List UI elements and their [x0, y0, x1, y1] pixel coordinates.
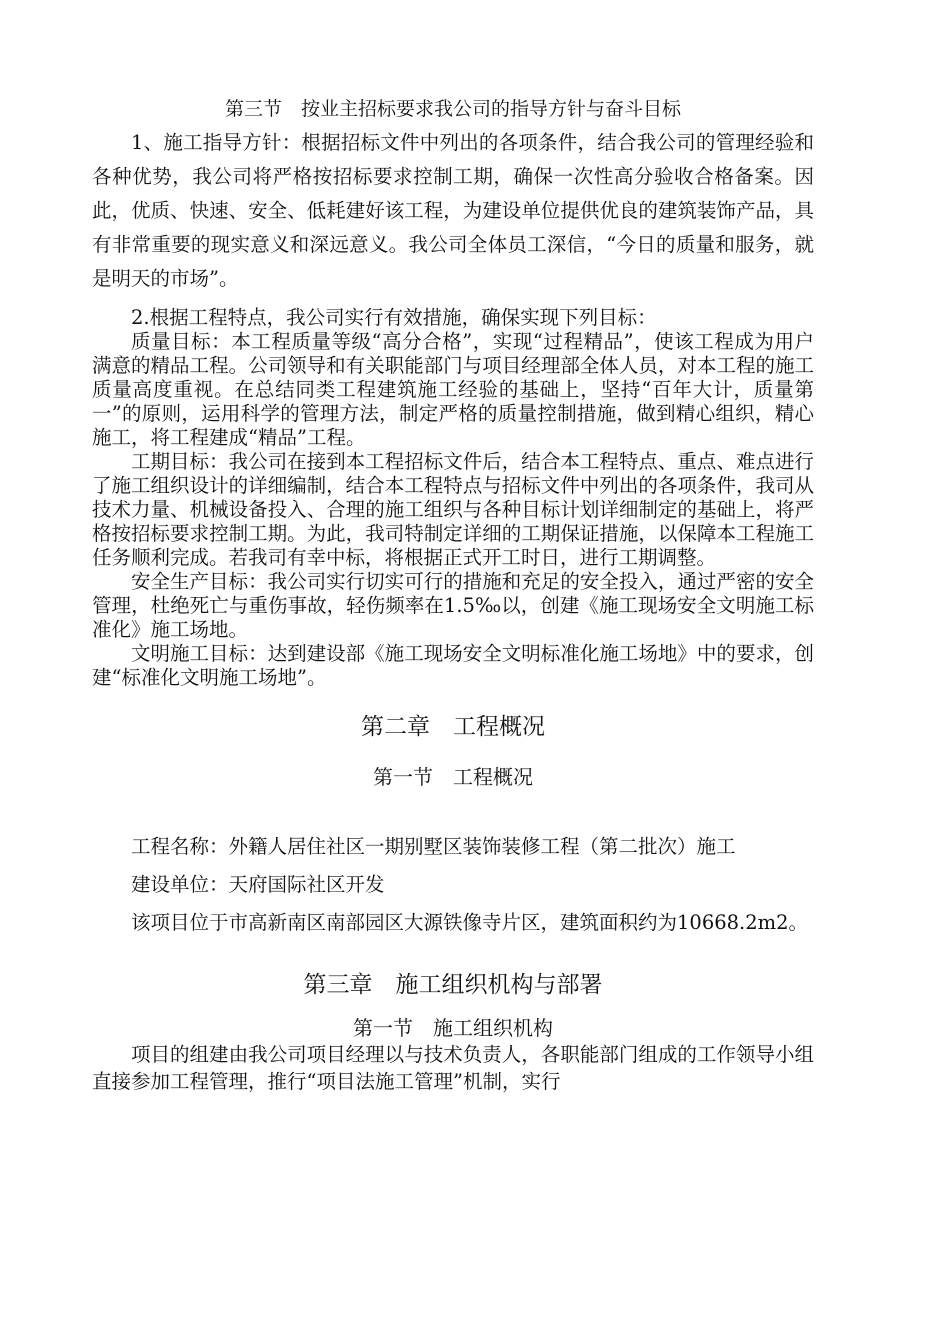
- goals-block: [92, 306, 814, 690]
- schedule-goal-paragraph: 工期目标：我公司在接到本工程招标文件后，结合本工程特点、重点、难点进行了施工组织设计的详细编制，结合本工程特点与招标文件中列出的各项条件，我司从技术力量、机械设备投入、合理的施工组织与各种目标计划详细制定的基础上，将严格按招标要求控制工期。为此，我司特制定详细的工期保证措施，以保障本工程施工任务顺利完成。若我司有幸中标，将根据正式开工时日，进行工期调整。: [92, 450, 814, 569]
- section-title-guiding-principles: 第三节 按业主招标要求我公司的指导方针与奋斗目标: [224, 98, 681, 120]
- civil-construction-goal-paragraph: 文明施工目标：达到建设部《施工现场安全文明标准化施工场地》中的要求，创建“标准化文明施工场地”。: [92, 642, 814, 689]
- project-name-paragraph: 工程名称：外籍人居住社区一期别墅区装饰装修工程（第二批次）施工: [131, 835, 736, 858]
- section-title-organization: 第一节 施工组织机构: [353, 1016, 553, 1040]
- safety-goal-paragraph: 安全生产目标：我公司实行切实可行的措施和充足的安全投入，通过严密的安全管理，杜绝死亡与重伤事故，轻伤频率在1.5‰以，创建《施工现场安全文明施工标准化》施工场地。: [92, 570, 814, 641]
- location-paragraph: 该项目位于市高新南区南部园区大源铁像寺片区，建筑面积约为10668.2m2。: [131, 911, 809, 934]
- organization-paragraph: 项目的组建由我公司项目经理以与技术负责人，各职能部门组成的工作领导小组直接参加工程管理，推行“项目法施工管理”机制，实行: [92, 1043, 814, 1093]
- guiding-principle-paragraph: 1、施工指导方针：根据招标文件中列出的各项条件，结合我公司的管理经验和各种优势，我公司将严格按招标要求控制工期，确保一次性高分验收合格备案。因此，优质、快速、安全、低耗建好该工程，为建设单位提供优良的建筑装饰产品，具有非常重要的现实意义和深远意义。我公司全体员工深信，“今日的质量和服务，就是明天的市场”。: [92, 131, 814, 290]
- quality-goal-paragraph: 质量目标：本工程质量等级“高分合格”，实现“过程精品”，使该工程成为用户满意的精品工程。公司领导和有关职能部门与项目经理部全体人员，对本工程的施工质量高度重视。在总结同类工程建筑施工经验的基础上，坚持“百年大计，质量第一”的原则，运用科学的管理方法，制定严格的质量控制措施，做到精心组织，精心施工，将工程建成“精品”工程。: [92, 330, 814, 449]
- chapter-title-organization: 第三章 施工组织机构与部署: [303, 972, 603, 998]
- chapter-title-project-overview: 第二章 工程概况: [361, 714, 545, 740]
- project-overview-block: [92, 828, 814, 942]
- owner-paragraph: 建设单位：天府国际社区开发: [131, 873, 385, 896]
- goals-intro: 2.根据工程特点，我公司实行有效措施，确保实现下列目标：: [131, 306, 657, 329]
- section-title-project-overview: 第一节 工程概况: [373, 765, 533, 789]
- document-page: [92, 92, 814, 1095]
